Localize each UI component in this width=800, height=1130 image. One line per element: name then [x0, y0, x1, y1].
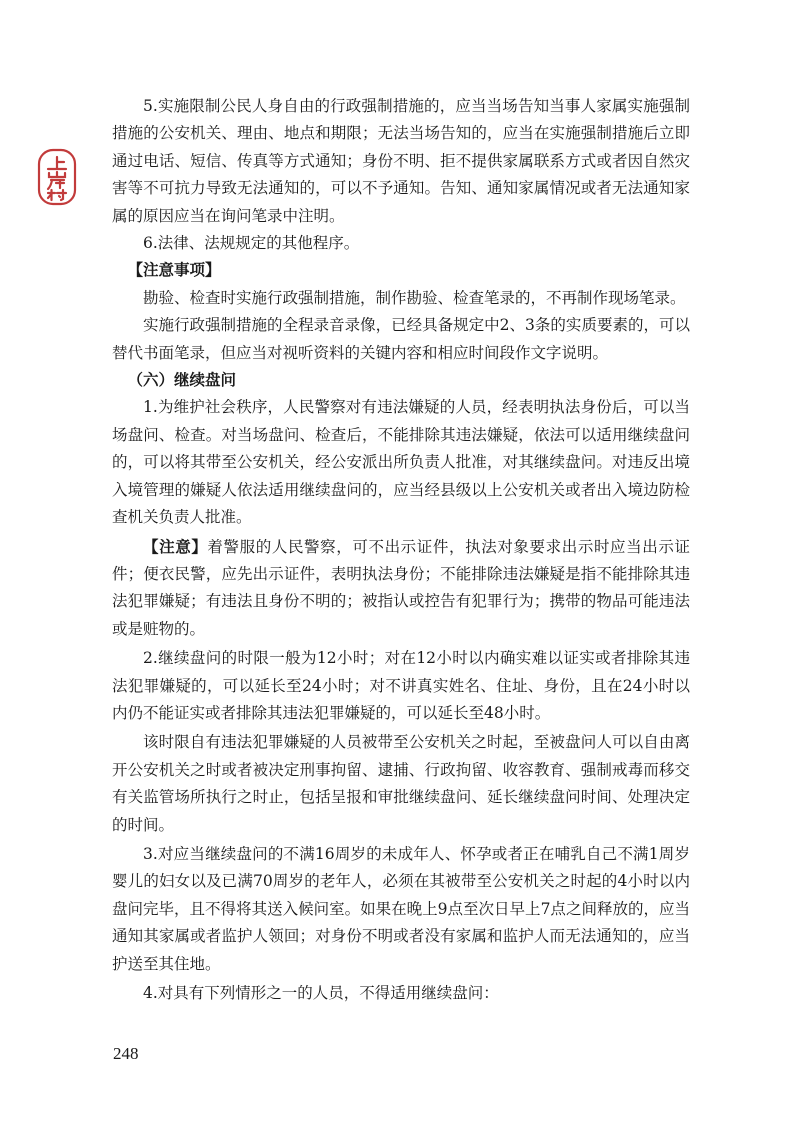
notice-heading: 【注意事项】	[127, 261, 221, 280]
section-paragraph-5: 4.对具有下列情形之一的人员，不得适用继续盘问：	[143, 984, 499, 1002]
notice-paragraph-2: 实施行政强制措施的全程录音录像，已经具备规定中2、3条的实质要素的，可以替代书面笔录，但应当对视听资料的关键内容和相应时间段作文字说明。	[112, 316, 690, 362]
section-paragraph-1: 1.为维护社会秩序，人民警察对有违法嫌疑的人员，经表明执法身份后，可以当场盘问、检查。对当场盘问、检查后，不能排除其违法嫌疑，依法可以适用继续盘问的，可以将其带至公安机关，经公安派出所负责人批准，对其继续盘问。对违反出境入境管理的嫌疑人依法适用继续盘问的，应当经县级以上公安机关或者出入境边防检查机关负责人批准。	[112, 398, 690, 527]
section-heading: （六）继续盘问	[127, 371, 237, 390]
section-paragraph-4: 3.对应当继续盘问的不满16周岁的未成年人、怀孕或者正在哺乳自己不满1周岁婴儿的妇女以及已满70周岁的老年人，必须在其被带至公安机关之时起的4小时以内盘问完毕，且不得将其送入候问室。如果在晚上9点至次日早上7点之间释放的，应当通知其家属或者监护人领回；对身份不明或者没有家属和监护人而无法通知的，应当护送至其住地。	[112, 844, 690, 973]
seal-stamp-icon	[37, 148, 77, 206]
page-number: 248	[113, 1044, 139, 1063]
section-paragraph-3: 该时限自有违法犯罪嫌疑的人员被带至公安机关之时起，至被盘问人可以自由离开公安机关之时或者被决定刑事拘留、逮捕、行政拘留、收容教育、强制戒毒而移交有关监管场所执行之时止，包括呈报和审批继续盘问、延长继续盘问时间、处理决定的时间。	[112, 733, 690, 834]
notice-paragraph-1: 勘验、检查时实施行政强制措施，制作勘验、检查笔录的，不再制作现场笔录。	[143, 288, 686, 307]
note-paragraph	[112, 534, 690, 644]
note-text: 着警服的人民警察，可不出示证件，执法对象要求出示时应当出示证件；便衣民警，应先出示证件，表明执法身份；不能排除违法嫌疑是指不能排除其违法犯罪嫌疑；有违法且身份不明的；被指认或控告有犯罪行为；携带的物品可能违法或是赃物的。	[112, 537, 690, 638]
paragraph-1: 5.实施限制公民人身自由的行政强制措施的，应当当场告知当事人家属实施强制措施的公安机关、理由、地点和期限；无法当场告知的，应当在实施强制措施后立即通过电话、短信、传真等方式通知；身份不明、拒不提供家属联系方式或者因自然灾害等不可抗力导致无法通知的，可以不予通知。告知、通知家属情况或者无法通知家属的原因应当在询问笔录中注明。	[112, 97, 690, 225]
page-body	[112, 93, 690, 1007]
note-label: 【注意】	[143, 537, 208, 556]
paragraph-2: 6.法律、法规规定的其他程序。	[143, 234, 360, 253]
section-paragraph-2: 2.继续盘问的时限一般为12小时；对在12小时以内确实难以证实或者排除其违法犯罪嫌疑的，可以延长至24小时；对不讲真实姓名、住址、身份，且在24小时以内仍不能证实或者排除其违法犯罪嫌疑的，可以延长至48小时。	[112, 649, 690, 722]
